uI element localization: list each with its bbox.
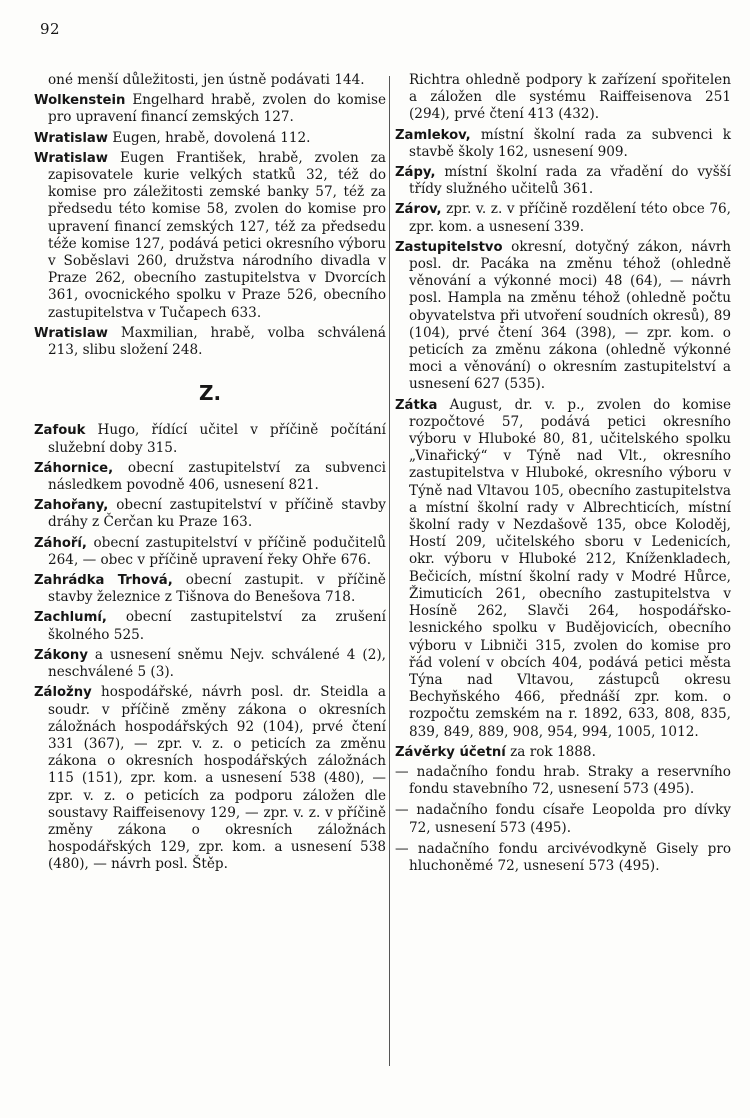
right-column — [395, 72, 731, 879]
entry-text: obecní zastupitelství v příčině podučitelů 264, — obec v příčině upravení řeky Ohře 676. — [48, 534, 386, 568]
entry-text: Maxmilian, hrabě, volba schválená 213, slibu složení 248. — [48, 324, 386, 359]
continued-entry: oné menší důležitosti, jen ústně podávati 144. — [48, 72, 365, 88]
page-number: 92 — [40, 20, 61, 38]
index-entry — [34, 460, 386, 494]
entry-headword: Zápy, — [395, 165, 436, 181]
entry-text: okresní, dotyčný zákon, návrh posl. dr. Pacáka na změnu téhož (ohledně věnování a výkonné moci) 48 (64), — návrh posl. Hampla na změnu téhož (ohledně počtu obyvatelstva při utvoření soudních okresů), 89 (104), prvé čtení 364 (398), — zpr. kom. o peticích za změnu zákona (ohledně výkonné moci a věnování) o okresním zastupitelství a usnesení 627 (535). — [409, 238, 731, 393]
index-entry — [395, 164, 731, 198]
index-entry — [34, 609, 386, 643]
entry-headword: Záhoří, — [34, 535, 87, 551]
entry-headword: Záložny — [34, 685, 92, 701]
entry-headword: Zahrádka Trhová, — [34, 573, 173, 589]
sub-entry: — nadačního fondu císaře Leopolda pro dívky 72, usnesení 573 (495). — [395, 802, 731, 836]
entry-text: obecní zastupitelství za zrušení školného 525. — [48, 609, 386, 643]
entry-headword: Záhornice, — [34, 460, 114, 476]
entry-headword: Zachlumí, — [34, 610, 107, 626]
entry-headword: Zárov, — [395, 202, 442, 218]
sub-entry: — nadačního fondu hrab. Straky a reservního fondu stavebního 72, usnesení 573 (495). — [395, 763, 731, 798]
entry-headword: Wratislaw — [34, 130, 108, 146]
column-divider — [389, 76, 390, 1066]
index-entry — [34, 92, 386, 126]
entry-headword: Wolkenstein — [34, 93, 126, 109]
entry-text: za rok 1888. — [505, 743, 596, 760]
entry-text: místní školní rada za subvenci k stavbě školy 162, usnesení 909. — [409, 126, 731, 160]
entry-text: Engelhard hrabě, zvolen do komise pro upravení financí zemských 127. — [48, 92, 386, 126]
entry-text: obecní zastupitelství za subvenci následkem povodně 406, usnesení 821. — [48, 459, 386, 494]
entry-text: Hugo, řídící učitel v příčině počítání služební doby 315. — [48, 422, 386, 456]
index-entry — [34, 422, 386, 456]
index-entry — [34, 130, 386, 147]
index-entry — [34, 647, 386, 681]
index-entry — [34, 497, 386, 531]
entry-headword: Wratislaw — [34, 150, 108, 166]
continued-entry: Richtra ohledně podpory k zařízení spořitelen a záložen dle systému Raiffeisenova 251 (294), prvé čtení 413 (432). — [409, 72, 731, 123]
entry-text: zpr. v. z. v příčině rozdělení této obce 76, zpr. kom. a usnesení 339. — [409, 201, 731, 235]
entry-headword: Wratislaw — [34, 325, 108, 341]
entry-text: obecní zastupit. v příčině stavby železnice z Tišnova do Benešova 718. — [48, 572, 386, 606]
entry-headword: Zákony — [34, 647, 88, 663]
entry-headword: Zafouk — [34, 423, 86, 439]
section-heading: Z. — [198, 381, 222, 406]
index-entry — [395, 239, 731, 394]
entry-text: obecní zastupitelství v příčině stavby dráhy z Čerčan ku Praze 163. — [48, 497, 386, 531]
left-column — [34, 72, 386, 877]
index-entry — [395, 397, 731, 741]
entry-text: hospodářské, návrh posl. dr. Steidla a soudr. v příčině změny zákona o okresních záložnách hospodářských 92 (104), prvé čtení 331 (367), — zpr. v. z. o peticích za změnu zákona o okresních hospodářských záložnách 115 (151), zpr. kom. a usnesení 538 (480), — zpr. v. z. o peticích za podporu záložen dle soustavy Raiffeisenovy 129, — zpr. v. z. v příčině změny zákona o okresních záložnách hospodářských 129, zpr. kom. a usnesení 538 (480), — návrh posl. Štěp. — [48, 684, 386, 873]
index-entry — [34, 684, 386, 873]
index-entry — [395, 201, 731, 235]
entry-headword: Zátka — [395, 397, 438, 413]
entry-text: a usnesení sněmu Nejv. schválené 4 (2), neschválené 5 (3). — [48, 646, 386, 681]
index-entry — [395, 744, 731, 761]
entry-headword: Závěrky účetní — [395, 744, 506, 760]
entry-headword: Zamlekov, — [395, 127, 471, 143]
entry-text: Eugen, hrabě, dovolená 112. — [108, 129, 311, 146]
entry-headword: Zastupitelstvo — [395, 239, 503, 255]
index-entry — [34, 535, 386, 569]
sub-entry: — nadačního fondu arcivévodkyně Gisely pro hluchoněmé 72, usnesení 573 (495). — [395, 840, 731, 874]
entry-text: August, dr. v. p., zvolen do komise rozpočtové 57, podává petici okresního výboru v Hluboké 80, 81, učitelského spolku „Vinařický“ v Týně nad Vlt., okresního zastupitelstva v Hluboké, okresního výboru v Týně nad Vltavou 105, obecního zastupitelstva a místní školní rady v Albrechticích, místní školní rady v Nezdašově 135, obce Koloděj, Hostí 209, učitelského sboru v Ledenicích, okr. výboru v Hluboké 212, Kníženkladech, Bečicích, místní školní rady v Modré Hůrce, Žimuticích 261, obecního zastupitelstva v Hosíně 262, Slavči 264, hospodářsko-lesnického spolku v Budějovicích, obecního výboru v Libniči 315, zvolen do komise pro řád volení v obcích 404, podává petici města Týna nad Vltavou, zástupců okresu Bechyňského 466, přednáší zpr. kom. o rozpočtu zemském na r. 1892, 633, 808, 835, 839, 849, 889, 908, 954, 994, 1005, 1012. — [409, 396, 731, 740]
entry-text: Eugen František, hrabě, zvolen za zapisovatele kurie velkých statků 32, též do komise pro záležitosti zemské banky 57, též za předsedu této komise 58, zvolen do komise pro upravení financí zemských 127, též za předsedu téže komise 127, podává petici okresního výboru v Soběslavi 260, družstva národního divadla v Praze 262, obecního zastupitelstva v Dvorcích 361, ovocnického spolku v Praze 526, obecního zastupitelstva v Tučapech 633. — [48, 149, 386, 321]
entry-text: místní školní rada za vřadění do vyšší třídy služného učitelů 361. — [409, 164, 731, 198]
index-entry — [34, 150, 386, 322]
index-entry — [395, 127, 731, 161]
index-entry — [34, 572, 386, 606]
entry-headword: Zahořany, — [34, 498, 109, 514]
index-entry — [34, 325, 386, 359]
